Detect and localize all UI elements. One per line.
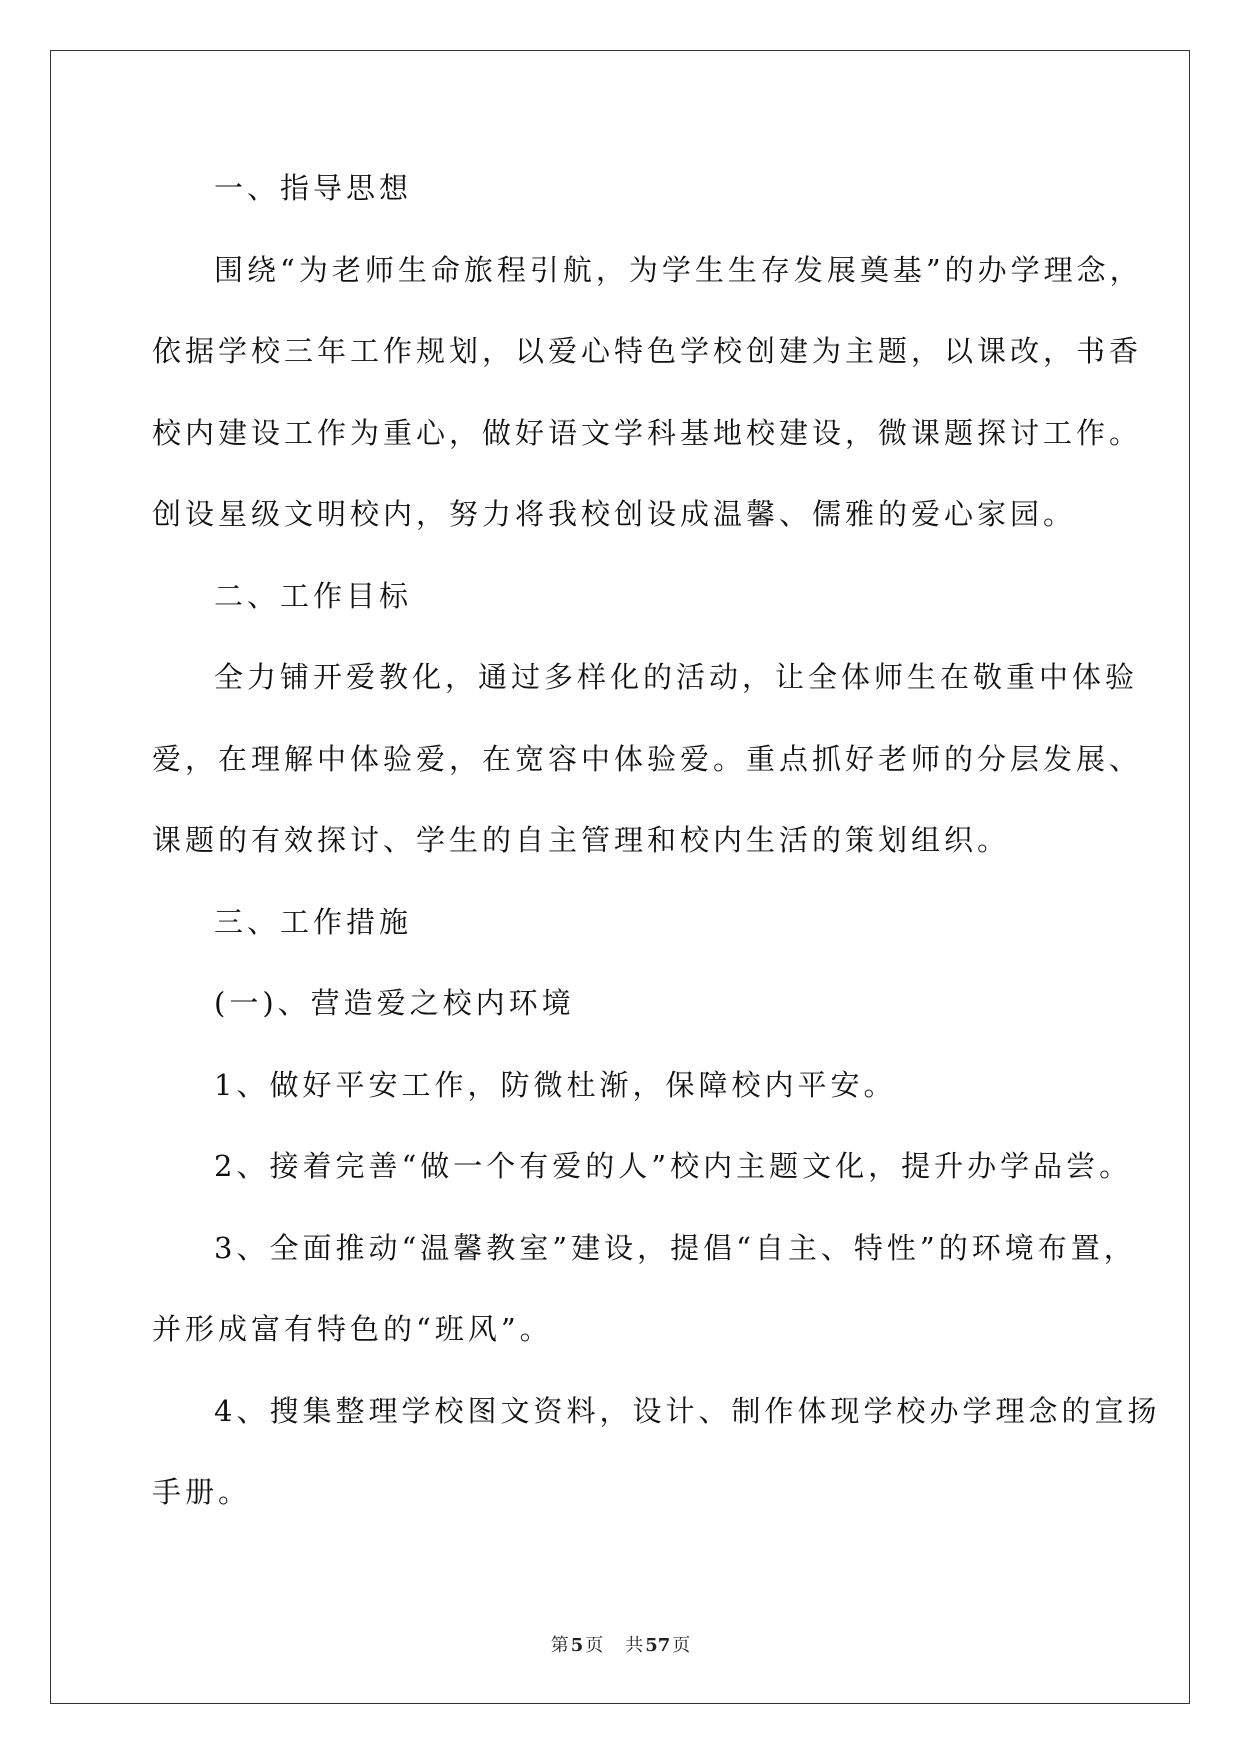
text-line: 围绕“为老师生命旅程引航，为学生生存发展奠基”的办学理念， bbox=[214, 252, 1143, 287]
footer-total-unit: 页 bbox=[672, 1635, 691, 1656]
text-line: 并形成富有特色的“班风”。 bbox=[152, 1312, 553, 1346]
text-line: 一、指导思想 bbox=[214, 171, 413, 205]
text-line: 3、全面推动“温馨教室”建设，提倡“自主、特性”的环境布置， bbox=[214, 1230, 1137, 1265]
text-line: 手册。 bbox=[152, 1475, 252, 1509]
text-line: 1、做好平安工作，防微杜渐，保障校内平安。 bbox=[214, 1067, 897, 1102]
footer-page-unit: 页 bbox=[585, 1635, 604, 1656]
footer-prefix: 第 bbox=[550, 1635, 569, 1656]
text-line: 依据学校三年工作规划，以爱心特色学校创建为主题，以课改，书香 bbox=[152, 334, 1143, 368]
text-line: (一)、营造爱之校内环境 bbox=[214, 986, 575, 1020]
text-line: 校内建设工作为重心，做好语文学科基地校建设，微课题探讨工作。 bbox=[152, 415, 1143, 450]
text-line: 爱，在理解中体验爱，在宽容中体验爱。重点抓好老师的分层发展、 bbox=[152, 741, 1143, 776]
page-footer bbox=[0, 1631, 1241, 1657]
text-line: 2、接着完善“做一个有爱的人”校内主题文化，提升办学品尝。 bbox=[214, 1149, 1133, 1183]
text-line: 创设星级文明校内，努力将我校创设成温馨、儒雅的爱心家园。 bbox=[152, 497, 1077, 531]
document-body bbox=[152, 165, 1161, 1551]
text-line: 课题的有效探讨、学生的自主管理和校内生活的策划组织。 bbox=[152, 823, 1011, 857]
footer-total-prefix: 共 bbox=[625, 1635, 644, 1656]
text-line: 二、工作目标 bbox=[214, 578, 413, 613]
current-page-number: 5 bbox=[570, 1635, 584, 1656]
total-page-number: 57 bbox=[645, 1635, 671, 1656]
text-line: 4、搜集整理学校图文资料，设计、制作体现学校办学理念的宣扬 bbox=[214, 1393, 1161, 1428]
text-line: 三、工作措施 bbox=[214, 904, 413, 939]
text-line: 全力铺开爱教化，通过多样化的活动，让全体师生在敬重中体验 bbox=[214, 660, 1139, 694]
